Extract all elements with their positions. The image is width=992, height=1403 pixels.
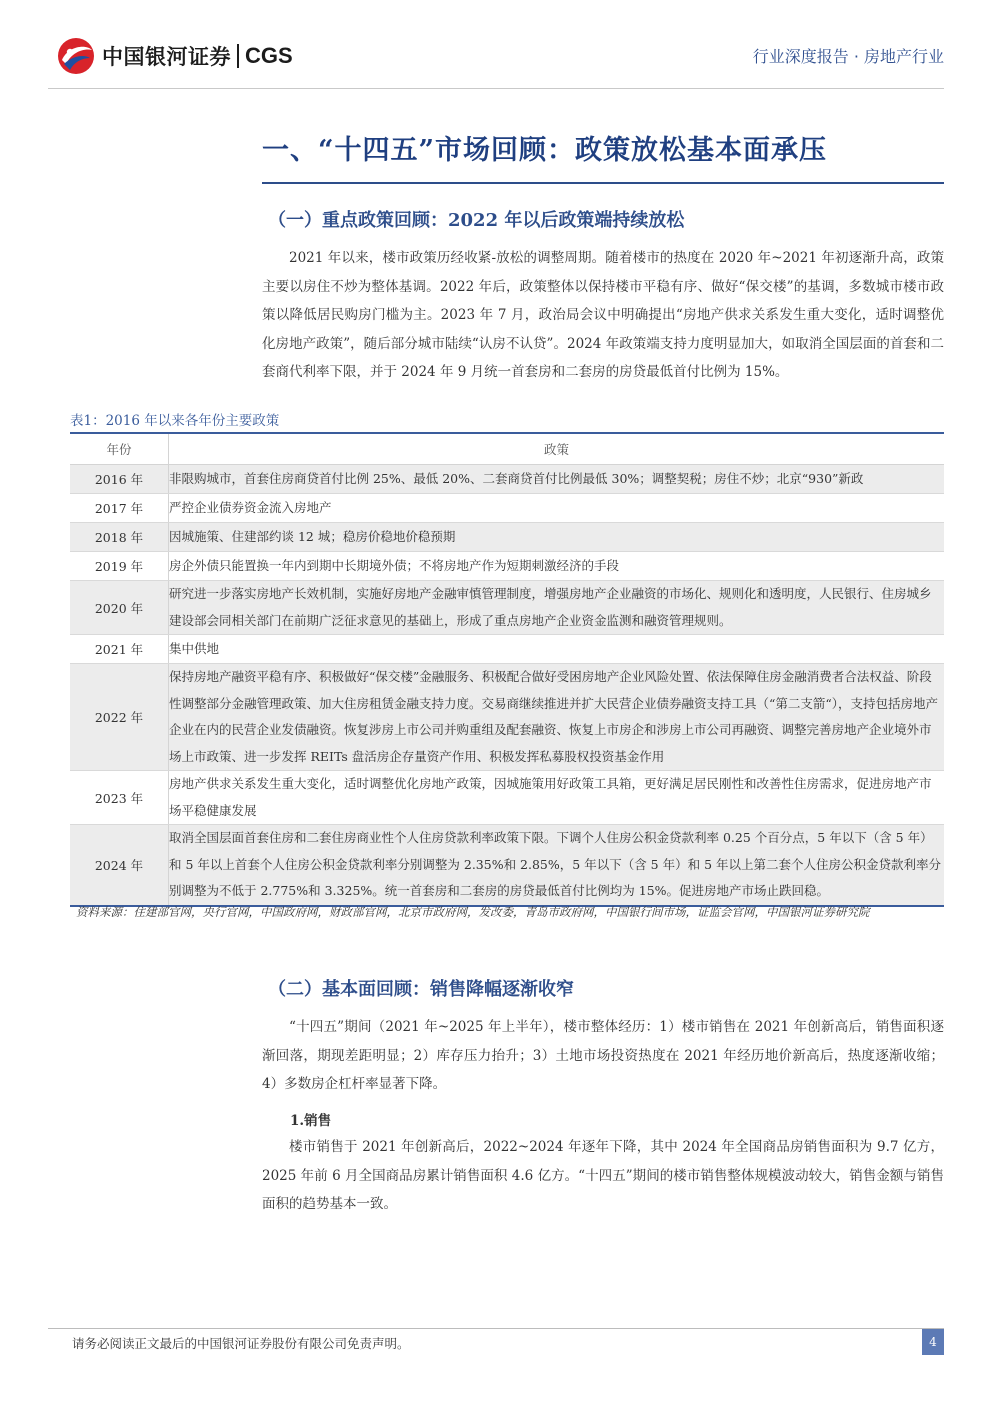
- policy-cell: 房企外债只能置换一年内到期中长期境外债；不将房地产作为短期刺激经济的手段: [169, 552, 945, 581]
- column-header-policy: 政策: [169, 434, 945, 465]
- policy-cell: 保持房地产融资平稳有序、积极做好“保交楼”金融服务、积极配合做好受困房地产企业风险处置、依法保障住房金融消费者合法权益、阶段性调整部分金融管理政策、加大住房租赁金融支持力度。交易商继续推进并扩大民营企业债券融资支持工具（“第二支箭“），支持包括房地产企业在内的民营企业发债融资。恢复涉房上市公司并购重组及配套融资、恢复上市房企和涉房上市公司再融资、调整完善房地产企业境外市场上市政策、进一步发挥 REITs 盘活房企存量资产作用、积极发挥私募股权投资基金作用: [169, 664, 945, 771]
- policy-cell: 集中供地: [169, 635, 945, 664]
- logo-english-name: CGS: [245, 43, 293, 68]
- section-title: 一、“十四五”市场回顾：政策放松基本面承压: [262, 135, 828, 166]
- sales-heading: 1.销售: [290, 1113, 332, 1129]
- table-source-note: 资料来源：住建部官网，央行官网，中国政府网，财政部官网，北京市政府网，发改委，青岛市政府网，中国银行间市场，证监会官网，中国银河证券研究院: [76, 905, 870, 919]
- subsection-title-policy: （一）重点政策回顾：2022 年以后政策端持续放松: [268, 210, 685, 231]
- policy-cell: 取消全国层面首套住房和二套住房商业性个人住房贷款利率政策下限。下调个人住房公积金贷款利率 0.25 个百分点，5 年以下（含 5 年）和 5 年以上首套个人住房公积金贷款利率分别调整为 2.35%和 2.85%，5 年以下（含 5 年）和 5 年以上第二套个人住房公积金贷款利率分别调整为不低于 2.775%和 3.325%。统一首套房和二套房的房贷最低首付比例均为 15%。促进房地产市场止跌回稳。: [169, 825, 945, 906]
- table-row: [70, 523, 944, 552]
- policy-cell: 研究进一步落实房地产长效机制，实施好房地产金融审慎管理制度，增强房地产企业融资的市场化、规则化和透明度，人民银行、住房城乡建设部会同相关部门在前期广泛征求意见的基础上，形成了重点房地产企业资金监测和融资管理规则。: [169, 581, 945, 635]
- footer-disclaimer: 请务必阅读正文最后的中国银河证券股份有限公司免责声明。: [72, 1336, 410, 1351]
- brand-logo: [56, 36, 293, 76]
- logo-chinese-name: 中国银河证券: [102, 45, 231, 69]
- year-cell: 2018 年: [70, 523, 169, 552]
- table-row: [70, 664, 944, 771]
- policy-cell: 严控企业债券资金流入房地产: [169, 494, 945, 523]
- policy-cell: 因城施策、住建部约谈 12 城；稳房价稳地价稳预期: [169, 523, 945, 552]
- year-cell: 2021 年: [70, 635, 169, 664]
- year-cell: 2023 年: [70, 771, 169, 825]
- policy-cell: 房地产供求关系发生重大变化，适时调整优化房地产政策，因城施策用好政策工具箱，更好满足居民刚性和改善性住房需求，促进房地产市场平稳健康发展: [169, 771, 945, 825]
- table-header-row: [70, 434, 944, 465]
- report-type: 行业深度报告 · 房地产行业: [752, 47, 944, 66]
- section-title-underline: [262, 182, 944, 184]
- table-row: [70, 581, 944, 635]
- subsection-title-fundamentals: （二）基本面回顾：销售降幅逐渐收窄: [268, 979, 574, 1000]
- table-row: [70, 771, 944, 825]
- sales-paragraph: 楼市销售于 2021 年创新高后，2022~2024 年逐年下降，其中 2024 年全国商品房销售面积为 9.7 亿方，2025 年前 6 月全国商品房累计销售面积 4.6 亿方。“十四五”期间的楼市销售整体规模波动较大，销售金额与销售面积的趋势基本一致。: [262, 1139, 944, 1212]
- table-row: [70, 635, 944, 664]
- table-row: [70, 494, 944, 523]
- galaxy-logo-icon: [56, 36, 96, 76]
- year-cell: 2020 年: [70, 581, 169, 635]
- page-number: 4: [922, 1329, 944, 1355]
- year-cell: 2019 年: [70, 552, 169, 581]
- policy-cell: 非限购城市，首套住房商贷首付比例 25%、最低 20%、二套商贷首付比例最低 30%；调整契税；房住不炒；北京“930”新政: [169, 465, 945, 494]
- year-cell: 2024 年: [70, 825, 169, 906]
- year-cell: 2016 年: [70, 465, 169, 494]
- policy-table: [70, 434, 944, 907]
- table-row: [70, 825, 944, 906]
- table-row: [70, 552, 944, 581]
- policy-paragraph: 2021 年以来，楼市政策历经收紧-放松的调整周期。随着楼市的热度在 2020 年~2021 年初逐渐升高，政策主要以房住不炒为整体基调。2022 年后，政策整体以保持楼市平稳有序、做好“保交楼”的基调，多数城市楼市政策以降低居民购房门槛为主。2023 年 7 月，政治局会议中明确提出“房地产供求关系发生重大变化，适时调整优化房地产政策”，随后部分城市陆续“认房不认贷”。2024 年政策端支持力度明显加大，如取消全国层面的首套和二套商代利率下限，并于 2024 年 9 月统一首套房和二套房的房贷最低首付比例为 15%。: [262, 250, 944, 380]
- footer-divider: [48, 1328, 944, 1329]
- logo-divider: [237, 44, 239, 68]
- year-cell: 2022 年: [70, 664, 169, 771]
- fundamentals-paragraph: “十四五”期间（2021 年~2025 年上半年），楼市整体经历：1）楼市销售在 2021 年创新高后，销售面积逐渐回落，期现差距明显；2）库存压力抬升；3）土地市场投资热度在 2021 年经历地价新高后，热度逐渐收缩；4）多数房企杠杆率显著下降。: [262, 1019, 944, 1092]
- table-row: [70, 465, 944, 494]
- header-divider: [48, 88, 944, 89]
- column-header-year: 年份: [70, 434, 169, 465]
- year-cell: 2017 年: [70, 494, 169, 523]
- table-title: 表1：2016 年以来各年份主要政策: [70, 413, 280, 429]
